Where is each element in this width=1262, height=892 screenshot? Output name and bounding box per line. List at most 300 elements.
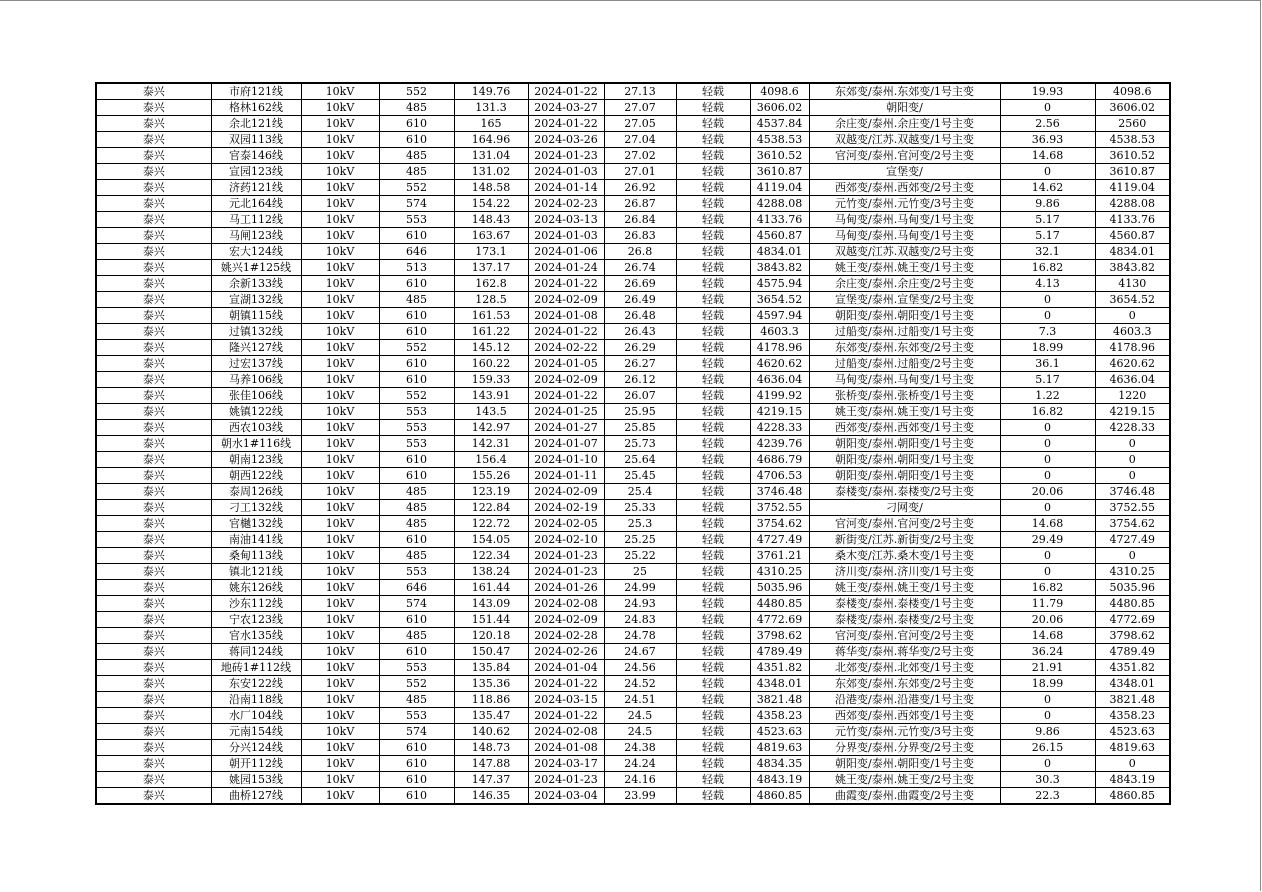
load-rate-cell: 24.51 <box>604 692 676 708</box>
current-cell: 146.35 <box>454 788 528 805</box>
substation-cell: 东郊变/泰州.东郊变/1号主变 <box>809 83 1000 100</box>
voltage-cell: 10kV <box>301 708 379 724</box>
value-cell: 3746.48 <box>750 484 809 500</box>
date-cell: 2024-03-04 <box>528 788 604 805</box>
ratio-cell: 0 <box>1000 308 1095 324</box>
substation-cell: 曲霞变/泰州.曲霞变/2号主变 <box>809 788 1000 805</box>
line-name-cell: 曲桥127线 <box>211 788 301 805</box>
total-cell: 0 <box>1095 548 1170 564</box>
voltage-cell: 10kV <box>301 292 379 308</box>
capacity-cell: 485 <box>379 500 454 516</box>
region-cell: 泰兴 <box>96 148 211 164</box>
value-cell: 4348.01 <box>750 676 809 692</box>
ratio-cell: 36.93 <box>1000 132 1095 148</box>
voltage-cell: 10kV <box>301 388 379 404</box>
voltage-cell: 10kV <box>301 276 379 292</box>
load-rate-cell: 26.12 <box>604 372 676 388</box>
table-row <box>96 100 1170 116</box>
value-cell: 4727.49 <box>750 532 809 548</box>
voltage-cell: 10kV <box>301 356 379 372</box>
table-row <box>96 708 1170 724</box>
ratio-cell: 30.3 <box>1000 772 1095 788</box>
line-name-cell: 过宏137线 <box>211 356 301 372</box>
value-cell: 3654.52 <box>750 292 809 308</box>
line-name-cell: 东安122线 <box>211 676 301 692</box>
status-cell: 轻载 <box>676 484 750 500</box>
table-row <box>96 292 1170 308</box>
line-name-cell: 镇北121线 <box>211 564 301 580</box>
value-cell: 5035.96 <box>750 580 809 596</box>
current-cell: 148.43 <box>454 212 528 228</box>
current-cell: 120.18 <box>454 628 528 644</box>
capacity-cell: 485 <box>379 164 454 180</box>
voltage-cell: 10kV <box>301 228 379 244</box>
date-cell: 2024-03-13 <box>528 212 604 228</box>
status-cell: 轻载 <box>676 596 750 612</box>
capacity-cell: 610 <box>379 308 454 324</box>
load-rate-cell: 24.67 <box>604 644 676 660</box>
value-cell: 4288.08 <box>750 196 809 212</box>
line-name-cell: 桑甸113线 <box>211 548 301 564</box>
status-cell: 轻载 <box>676 708 750 724</box>
table-row <box>96 532 1170 548</box>
date-cell: 2024-02-08 <box>528 596 604 612</box>
current-cell: 173.1 <box>454 244 528 260</box>
table-row <box>96 116 1170 132</box>
capacity-cell: 552 <box>379 83 454 100</box>
total-cell: 4727.49 <box>1095 532 1170 548</box>
capacity-cell: 553 <box>379 564 454 580</box>
load-rate-cell: 25.85 <box>604 420 676 436</box>
date-cell: 2024-01-24 <box>528 260 604 276</box>
ratio-cell: 0 <box>1000 564 1095 580</box>
total-cell: 3606.02 <box>1095 100 1170 116</box>
substation-cell: 余庄变/泰州.余庄变/2号主变 <box>809 276 1000 292</box>
load-rate-cell: 26.29 <box>604 340 676 356</box>
ratio-cell: 9.86 <box>1000 196 1095 212</box>
region-cell: 泰兴 <box>96 164 211 180</box>
ratio-cell: 0 <box>1000 468 1095 484</box>
load-rate-cell: 25.95 <box>604 404 676 420</box>
status-cell: 轻载 <box>676 612 750 628</box>
value-cell: 4603.3 <box>750 324 809 340</box>
region-cell: 泰兴 <box>96 564 211 580</box>
date-cell: 2024-01-22 <box>528 324 604 340</box>
total-cell: 4620.62 <box>1095 356 1170 372</box>
status-cell: 轻载 <box>676 532 750 548</box>
value-cell: 4843.19 <box>750 772 809 788</box>
voltage-cell: 10kV <box>301 340 379 356</box>
load-rate-cell: 26.48 <box>604 308 676 324</box>
ratio-cell: 20.06 <box>1000 612 1095 628</box>
value-cell: 3752.55 <box>750 500 809 516</box>
date-cell: 2024-02-08 <box>528 724 604 740</box>
status-cell: 轻载 <box>676 420 750 436</box>
ratio-cell: 36.24 <box>1000 644 1095 660</box>
status-cell: 轻载 <box>676 788 750 805</box>
capacity-cell: 485 <box>379 148 454 164</box>
current-cell: 131.02 <box>454 164 528 180</box>
table-row <box>96 324 1170 340</box>
total-cell: 4098.6 <box>1095 83 1170 100</box>
substation-cell: 双越变/江苏.双越变/2号主变 <box>809 244 1000 260</box>
line-name-cell: 格林162线 <box>211 100 301 116</box>
capacity-cell: 485 <box>379 548 454 564</box>
voltage-cell: 10kV <box>301 468 379 484</box>
value-cell: 3610.87 <box>750 164 809 180</box>
ratio-cell: 36.1 <box>1000 356 1095 372</box>
load-rate-cell: 27.02 <box>604 148 676 164</box>
value-cell: 4538.53 <box>750 132 809 148</box>
table-row <box>96 452 1170 468</box>
value-cell: 4575.94 <box>750 276 809 292</box>
total-cell: 4772.69 <box>1095 612 1170 628</box>
date-cell: 2024-02-19 <box>528 500 604 516</box>
voltage-cell: 10kV <box>301 116 379 132</box>
total-cell: 4310.25 <box>1095 564 1170 580</box>
capacity-cell: 610 <box>379 356 454 372</box>
status-cell: 轻载 <box>676 468 750 484</box>
date-cell: 2024-01-23 <box>528 772 604 788</box>
region-cell: 泰兴 <box>96 772 211 788</box>
date-cell: 2024-01-27 <box>528 420 604 436</box>
substation-cell: 姚王变/泰州.姚王变/1号主变 <box>809 260 1000 276</box>
table-row <box>96 228 1170 244</box>
table-row <box>96 644 1170 660</box>
status-cell: 轻载 <box>676 772 750 788</box>
ratio-cell: 16.82 <box>1000 580 1095 596</box>
line-name-cell: 姚镇122线 <box>211 404 301 420</box>
current-cell: 161.22 <box>454 324 528 340</box>
ratio-cell: 0 <box>1000 100 1095 116</box>
voltage-cell: 10kV <box>301 740 379 756</box>
table-row <box>96 83 1170 100</box>
line-name-cell: 西农103线 <box>211 420 301 436</box>
voltage-cell: 10kV <box>301 244 379 260</box>
current-cell: 135.84 <box>454 660 528 676</box>
substation-cell: 沿港变/泰州.沿港变/1号主变 <box>809 692 1000 708</box>
region-cell: 泰兴 <box>96 180 211 196</box>
current-cell: 131.3 <box>454 100 528 116</box>
ratio-cell: 0 <box>1000 420 1095 436</box>
total-cell: 4219.15 <box>1095 404 1170 420</box>
value-cell: 3606.02 <box>750 100 809 116</box>
substation-cell: 姚王变/泰州.姚王变/2号主变 <box>809 772 1000 788</box>
region-cell: 泰兴 <box>96 532 211 548</box>
table-row <box>96 516 1170 532</box>
region-cell: 泰兴 <box>96 676 211 692</box>
region-cell: 泰兴 <box>96 660 211 676</box>
ratio-cell: 26.15 <box>1000 740 1095 756</box>
value-cell: 4480.85 <box>750 596 809 612</box>
line-name-cell: 余新133线 <box>211 276 301 292</box>
date-cell: 2024-01-06 <box>528 244 604 260</box>
date-cell: 2024-02-05 <box>528 516 604 532</box>
load-rate-cell: 23.99 <box>604 788 676 805</box>
value-cell: 4834.35 <box>750 756 809 772</box>
capacity-cell: 610 <box>379 132 454 148</box>
capacity-cell: 485 <box>379 100 454 116</box>
status-cell: 轻载 <box>676 676 750 692</box>
current-cell: 161.44 <box>454 580 528 596</box>
ratio-cell: 1.22 <box>1000 388 1095 404</box>
status-cell: 轻载 <box>676 500 750 516</box>
capacity-cell: 610 <box>379 788 454 805</box>
line-name-cell: 朝南123线 <box>211 452 301 468</box>
value-cell: 4772.69 <box>750 612 809 628</box>
value-cell: 4819.63 <box>750 740 809 756</box>
region-cell: 泰兴 <box>96 276 211 292</box>
value-cell: 4537.84 <box>750 116 809 132</box>
table-row <box>96 260 1170 276</box>
total-cell: 4819.63 <box>1095 740 1170 756</box>
region-cell: 泰兴 <box>96 468 211 484</box>
line-name-cell: 姚兴1#125线 <box>211 260 301 276</box>
line-name-cell: 姚东126线 <box>211 580 301 596</box>
table-row <box>96 196 1170 212</box>
table-row <box>96 772 1170 788</box>
ratio-cell: 7.3 <box>1000 324 1095 340</box>
load-rate-cell: 24.16 <box>604 772 676 788</box>
total-cell: 4351.82 <box>1095 660 1170 676</box>
line-name-cell: 过镇132线 <box>211 324 301 340</box>
date-cell: 2024-02-09 <box>528 612 604 628</box>
capacity-cell: 610 <box>379 740 454 756</box>
line-name-cell: 官樾132线 <box>211 516 301 532</box>
value-cell: 4834.01 <box>750 244 809 260</box>
current-cell: 151.44 <box>454 612 528 628</box>
table-row <box>96 628 1170 644</box>
line-name-cell: 市府121线 <box>211 83 301 100</box>
table-row <box>96 388 1170 404</box>
capacity-cell: 610 <box>379 372 454 388</box>
status-cell: 轻载 <box>676 356 750 372</box>
region-cell: 泰兴 <box>96 308 211 324</box>
ratio-cell: 11.79 <box>1000 596 1095 612</box>
region-cell: 泰兴 <box>96 500 211 516</box>
table-row <box>96 500 1170 516</box>
ratio-cell: 0 <box>1000 436 1095 452</box>
load-rate-cell: 25.33 <box>604 500 676 516</box>
capacity-cell: 553 <box>379 420 454 436</box>
substation-cell: 桑木变/江苏.桑木变/1号主变 <box>809 548 1000 564</box>
ratio-cell: 14.68 <box>1000 516 1095 532</box>
region-cell: 泰兴 <box>96 404 211 420</box>
region-cell: 泰兴 <box>96 356 211 372</box>
load-rate-cell: 24.78 <box>604 628 676 644</box>
total-cell: 3821.48 <box>1095 692 1170 708</box>
line-name-cell: 元南154线 <box>211 724 301 740</box>
ratio-cell: 0 <box>1000 164 1095 180</box>
load-rate-cell: 27.05 <box>604 116 676 132</box>
total-cell: 4480.85 <box>1095 596 1170 612</box>
total-cell: 4523.63 <box>1095 724 1170 740</box>
region-cell: 泰兴 <box>96 228 211 244</box>
current-cell: 147.37 <box>454 772 528 788</box>
voltage-cell: 10kV <box>301 132 379 148</box>
capacity-cell: 610 <box>379 772 454 788</box>
status-cell: 轻载 <box>676 628 750 644</box>
load-rate-cell: 26.27 <box>604 356 676 372</box>
current-cell: 143.09 <box>454 596 528 612</box>
load-rate-cell: 26.8 <box>604 244 676 260</box>
current-cell: 155.26 <box>454 468 528 484</box>
current-cell: 143.5 <box>454 404 528 420</box>
voltage-cell: 10kV <box>301 516 379 532</box>
capacity-cell: 485 <box>379 692 454 708</box>
date-cell: 2024-01-22 <box>528 83 604 100</box>
line-name-cell: 马工112线 <box>211 212 301 228</box>
value-cell: 4620.62 <box>750 356 809 372</box>
value-cell: 3798.62 <box>750 628 809 644</box>
status-cell: 轻载 <box>676 228 750 244</box>
status-cell: 轻载 <box>676 740 750 756</box>
table-row <box>96 164 1170 180</box>
status-cell: 轻载 <box>676 756 750 772</box>
table-row <box>96 676 1170 692</box>
current-cell: 131.04 <box>454 148 528 164</box>
status-cell: 轻载 <box>676 164 750 180</box>
voltage-cell: 10kV <box>301 612 379 628</box>
load-rate-cell: 25.45 <box>604 468 676 484</box>
date-cell: 2024-01-03 <box>528 228 604 244</box>
current-cell: 154.05 <box>454 532 528 548</box>
ratio-cell: 4.13 <box>1000 276 1095 292</box>
load-rate-cell: 27.04 <box>604 132 676 148</box>
value-cell: 4178.96 <box>750 340 809 356</box>
voltage-cell: 10kV <box>301 324 379 340</box>
ratio-cell: 16.82 <box>1000 404 1095 420</box>
substation-cell: 姚王变/泰州.姚王变/1号主变 <box>809 580 1000 596</box>
capacity-cell: 553 <box>379 212 454 228</box>
date-cell: 2024-02-09 <box>528 292 604 308</box>
region-cell: 泰兴 <box>96 212 211 228</box>
region-cell: 泰兴 <box>96 740 211 756</box>
date-cell: 2024-01-10 <box>528 452 604 468</box>
current-cell: 122.72 <box>454 516 528 532</box>
line-name-cell: 官泰146线 <box>211 148 301 164</box>
line-name-cell: 元北164线 <box>211 196 301 212</box>
table-row <box>96 756 1170 772</box>
line-name-cell: 朝西122线 <box>211 468 301 484</box>
capacity-cell: 610 <box>379 468 454 484</box>
region-cell: 泰兴 <box>96 388 211 404</box>
load-rate-cell: 24.24 <box>604 756 676 772</box>
substation-cell: 刁网变/ <box>809 500 1000 516</box>
value-cell: 4199.92 <box>750 388 809 404</box>
date-cell: 2024-02-28 <box>528 628 604 644</box>
ratio-cell: 14.68 <box>1000 628 1095 644</box>
line-name-cell: 朝水1#116线 <box>211 436 301 452</box>
table-row <box>96 148 1170 164</box>
status-cell: 轻载 <box>676 516 750 532</box>
capacity-cell: 513 <box>379 260 454 276</box>
region-cell: 泰兴 <box>96 372 211 388</box>
table-row <box>96 404 1170 420</box>
status-cell: 轻载 <box>676 324 750 340</box>
voltage-cell: 10kV <box>301 308 379 324</box>
load-rate-cell: 25.25 <box>604 532 676 548</box>
voltage-cell: 10kV <box>301 644 379 660</box>
table-row <box>96 660 1170 676</box>
current-cell: 137.17 <box>454 260 528 276</box>
load-rate-cell: 26.49 <box>604 292 676 308</box>
line-name-cell: 隆兴127线 <box>211 340 301 356</box>
substation-cell: 西郊变/泰州.西郊变/2号主变 <box>809 180 1000 196</box>
status-cell: 轻载 <box>676 180 750 196</box>
load-rate-cell: 26.92 <box>604 180 676 196</box>
total-cell: 0 <box>1095 756 1170 772</box>
status-cell: 轻载 <box>676 452 750 468</box>
region-cell: 泰兴 <box>96 260 211 276</box>
total-cell: 4860.85 <box>1095 788 1170 805</box>
ratio-cell: 0 <box>1000 500 1095 516</box>
load-rate-cell: 27.07 <box>604 100 676 116</box>
region-cell: 泰兴 <box>96 484 211 500</box>
voltage-cell: 10kV <box>301 420 379 436</box>
ratio-cell: 18.99 <box>1000 340 1095 356</box>
voltage-cell: 10kV <box>301 788 379 805</box>
region-cell: 泰兴 <box>96 628 211 644</box>
substation-cell: 元竹变/泰州.元竹变/3号主变 <box>809 724 1000 740</box>
substation-cell: 马甸变/泰州.马甸变/1号主变 <box>809 372 1000 388</box>
table-row <box>96 580 1170 596</box>
value-cell: 4636.04 <box>750 372 809 388</box>
load-rate-cell: 26.87 <box>604 196 676 212</box>
ratio-cell: 19.93 <box>1000 83 1095 100</box>
current-cell: 165 <box>454 116 528 132</box>
region-cell: 泰兴 <box>96 788 211 805</box>
voltage-cell: 10kV <box>301 404 379 420</box>
value-cell: 3754.62 <box>750 516 809 532</box>
capacity-cell: 610 <box>379 612 454 628</box>
table-row <box>96 788 1170 805</box>
capacity-cell: 646 <box>379 244 454 260</box>
line-name-cell: 双园113线 <box>211 132 301 148</box>
status-cell: 轻载 <box>676 548 750 564</box>
date-cell: 2024-02-10 <box>528 532 604 548</box>
current-cell: 143.91 <box>454 388 528 404</box>
status-cell: 轻载 <box>676 244 750 260</box>
current-cell: 122.84 <box>454 500 528 516</box>
capacity-cell: 553 <box>379 660 454 676</box>
date-cell: 2024-02-22 <box>528 340 604 356</box>
current-cell: 161.53 <box>454 308 528 324</box>
current-cell: 162.8 <box>454 276 528 292</box>
current-cell: 149.76 <box>454 83 528 100</box>
voltage-cell: 10kV <box>301 180 379 196</box>
table-row <box>96 596 1170 612</box>
substation-cell: 泰楼变/泰州.泰楼变/2号主变 <box>809 484 1000 500</box>
table-row <box>96 612 1170 628</box>
substation-cell: 蒋华变/泰州.蒋华变/2号主变 <box>809 644 1000 660</box>
line-name-cell: 沿南118线 <box>211 692 301 708</box>
total-cell: 0 <box>1095 452 1170 468</box>
capacity-cell: 485 <box>379 628 454 644</box>
date-cell: 2024-01-22 <box>528 276 604 292</box>
load-rate-cell: 24.83 <box>604 612 676 628</box>
substation-cell: 官河变/泰州.官河变/2号主变 <box>809 628 1000 644</box>
region-cell: 泰兴 <box>96 644 211 660</box>
line-name-cell: 马养106线 <box>211 372 301 388</box>
value-cell: 4789.49 <box>750 644 809 660</box>
line-name-cell: 宏大124线 <box>211 244 301 260</box>
current-cell: 164.96 <box>454 132 528 148</box>
load-rate-cell: 25.64 <box>604 452 676 468</box>
status-cell: 轻载 <box>676 388 750 404</box>
table-row <box>96 484 1170 500</box>
table-body <box>96 83 1170 804</box>
